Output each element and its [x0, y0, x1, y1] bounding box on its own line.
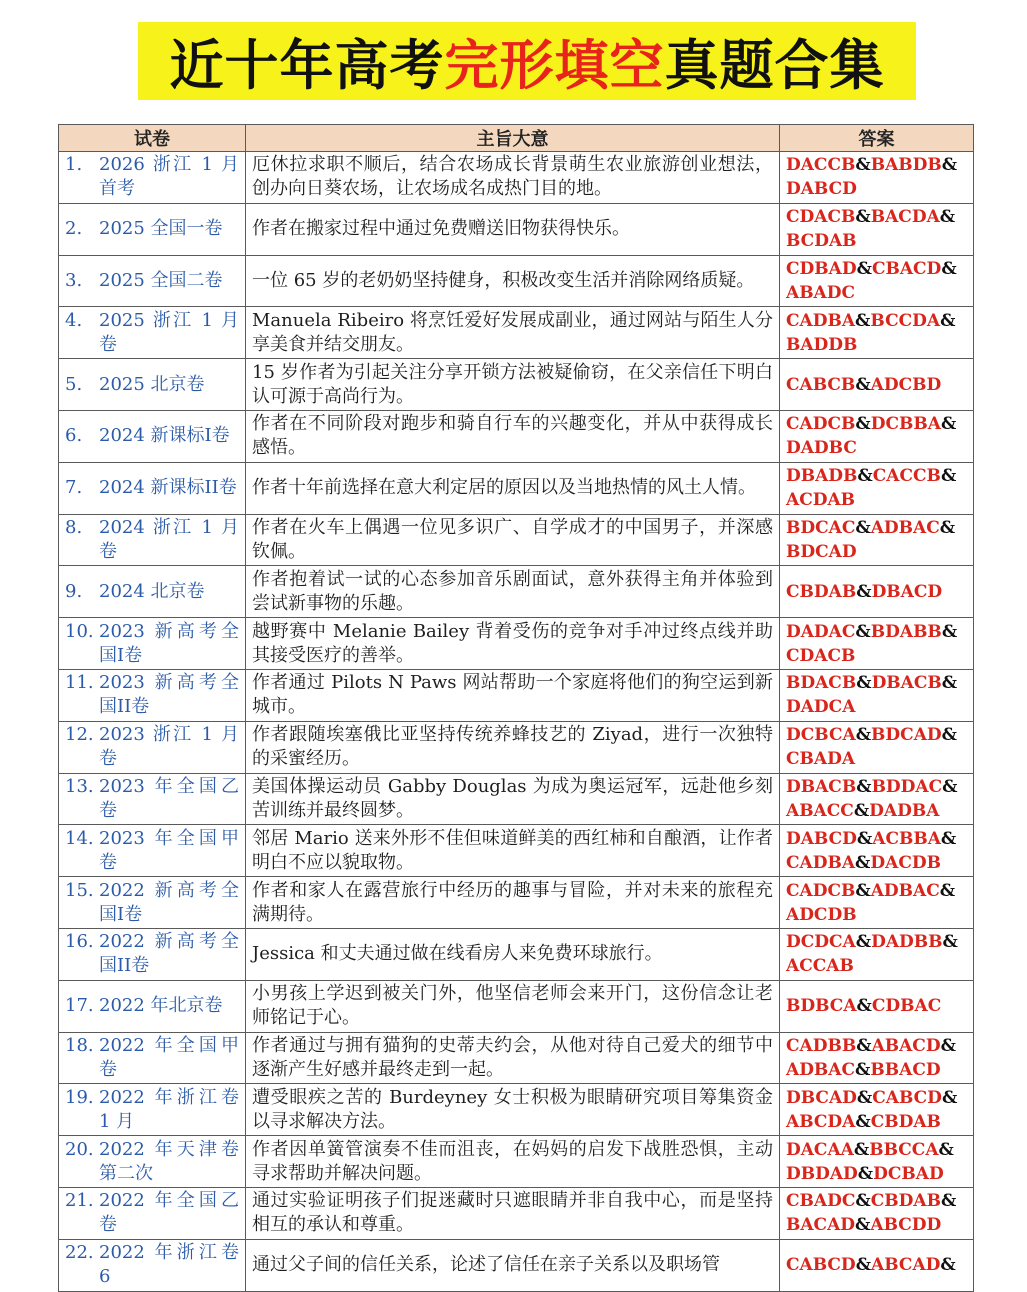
- answer-group: BBACD: [870, 1059, 941, 1080]
- answer-cell: [780, 514, 974, 566]
- answer-cell: [780, 462, 974, 514]
- paper-cell: [59, 1187, 246, 1239]
- answer-separator: &: [938, 1139, 954, 1160]
- answer-separator: &: [855, 207, 871, 228]
- answer-separator: &: [855, 880, 871, 901]
- answer-separator: &: [856, 776, 872, 797]
- answer-separator: &: [940, 414, 957, 435]
- paper-name: 2022 年全国甲卷: [99, 1034, 239, 1080]
- answer-cell: [780, 877, 974, 929]
- answer-separator: &: [941, 621, 958, 642]
- answer-group: CADBB: [786, 1035, 857, 1056]
- paper-name: 2026 浙江 1 月首考: [99, 154, 239, 200]
- row-number: 3.: [65, 269, 83, 291]
- paper-cell: [59, 877, 246, 929]
- answer-group: ADCDB: [786, 904, 857, 925]
- row-number: 13.: [65, 775, 94, 797]
- paper-name: 2022 年天津卷第二次: [99, 1138, 239, 1184]
- answer-separator: &: [855, 1215, 871, 1236]
- table-row: [59, 203, 974, 255]
- answer-group: CABCB: [786, 374, 856, 395]
- answer-cell: [780, 928, 974, 980]
- answer-separator: &: [939, 517, 956, 538]
- answer-group: ACBBA: [872, 828, 941, 849]
- paper-cell: [59, 928, 246, 980]
- table-row: [59, 152, 974, 204]
- answer-separator: &: [940, 310, 956, 331]
- row-number: 4.: [65, 309, 83, 331]
- row-number: 15.: [65, 879, 94, 901]
- row-number: 19.: [65, 1086, 94, 1108]
- table-header-row: [59, 125, 974, 152]
- answer-group: CADCB: [786, 414, 856, 435]
- row-number: 16.: [65, 931, 94, 953]
- answer-group: ADBAC: [870, 880, 940, 901]
- table-row: [59, 1136, 974, 1188]
- row-number: 11.: [65, 672, 94, 694]
- summary-cell: 美国体操运动员 Gabby Douglas 为成为奥运冠军，远赴他乡刻苦训练并最终圆梦。: [246, 773, 780, 825]
- row-number: 9.: [65, 580, 83, 602]
- title-part-1: 近十年高考: [169, 33, 445, 97]
- paper-name: 2023 年全国甲卷: [99, 827, 239, 873]
- answer-separator: &: [855, 621, 871, 642]
- answer-separator: &: [855, 1255, 872, 1276]
- answer-separator: &: [856, 996, 872, 1017]
- table-row: [59, 1032, 974, 1084]
- summary-cell: Manuela Ribeiro 将烹饪爱好发展成副业，通过网站与陌生人分享美食并结交朋友。: [246, 307, 780, 359]
- answer-separator: &: [855, 1191, 871, 1212]
- table-row: [59, 721, 974, 773]
- answer-group: DCBAD: [873, 1163, 944, 1184]
- summary-cell: 作者因单簧管演奏不佳而沮丧，在妈妈的启发下战胜恐惧，主动寻求帮助并解决问题。: [246, 1136, 780, 1188]
- answer-separator: &: [856, 581, 872, 602]
- row-number: 2.: [65, 218, 83, 240]
- paper-cell: [59, 566, 246, 618]
- table-row: [59, 359, 974, 411]
- summary-cell: 作者十年前选择在意大利定居的原因以及当地热情的风土人情。: [246, 462, 780, 514]
- row-number: 12.: [65, 724, 94, 746]
- summary-cell: 一位 65 岁的老奶奶坚持健身，积极改变生活并消除网络质疑。: [246, 255, 780, 307]
- summary-cell: 作者在搬家过程中通过免费赠送旧物获得快乐。: [246, 203, 780, 255]
- answer-separator: &: [942, 776, 958, 797]
- answer-group: ABACC: [786, 800, 854, 821]
- summary-cell: 通过父子间的信任关系，论述了信任在亲子关系以及职场管: [246, 1239, 780, 1291]
- answer-group: BDCAD: [786, 541, 857, 562]
- answer-group: CBDAB: [870, 1191, 941, 1212]
- summary-cell: 15 岁作者为引起关注分享开锁方法被疑偷窃，在父亲信任下明白认可源于高尚行为。: [246, 359, 780, 411]
- paper-cell: [59, 669, 246, 721]
- row-number: 17.: [65, 995, 94, 1017]
- answer-group: CADBA: [786, 852, 856, 873]
- answer-separator: &: [855, 932, 872, 953]
- paper-name: 2024 浙江 1 月卷: [99, 516, 239, 562]
- answer-cell: [780, 1084, 974, 1136]
- answer-group: CABCD: [872, 1087, 942, 1108]
- paper-cell: [59, 980, 246, 1032]
- answer-cell: [780, 618, 974, 670]
- paper-name: 2025 全国一卷: [99, 218, 223, 240]
- answer-group: DADBB: [871, 932, 943, 953]
- paper-name: 2022 新高考全国I卷: [99, 879, 239, 925]
- row-number: 20.: [65, 1138, 94, 1160]
- summary-cell: 遭受眼疾之苦的 Burdeyney 女士积极为眼睛研究项目筹集资金以寻求解决方法。: [246, 1084, 780, 1136]
- answer-group: BDBCA: [786, 996, 857, 1017]
- table-row: [59, 307, 974, 359]
- answer-group: DCDCA: [786, 932, 856, 953]
- answer-group: CADCB: [786, 880, 856, 901]
- answer-group: ABCDA: [786, 1111, 856, 1132]
- answer-separator: &: [941, 673, 958, 694]
- header-answer: 答案: [780, 125, 974, 152]
- answer-group: ADBAC: [870, 517, 940, 538]
- paper-cell: [59, 1084, 246, 1136]
- answer-separator: &: [939, 207, 956, 228]
- answer-cell: [780, 1136, 974, 1188]
- answer-group: BACAD: [786, 1215, 856, 1236]
- answer-separator: &: [940, 1035, 956, 1056]
- answer-cell: [780, 566, 974, 618]
- answer-separator: &: [855, 725, 872, 746]
- paper-cell: [59, 410, 246, 462]
- answer-separator: &: [856, 1087, 873, 1108]
- answer-group: CDACB: [786, 645, 856, 666]
- paper-name: 2023 新高考全国II卷: [99, 672, 239, 718]
- row-number: 18.: [65, 1034, 94, 1056]
- paper-name: 2024 新课标II卷: [99, 477, 237, 499]
- answer-separator: &: [941, 1087, 958, 1108]
- answer-group: ACCAB: [786, 956, 854, 977]
- answer-separator: &: [853, 800, 870, 821]
- summary-cell: 作者通过 Pilots N Paws 网站帮助一个家庭将他们的狗空运到新城市。: [246, 669, 780, 721]
- exam-table: [58, 124, 974, 1292]
- answer-cell: [780, 203, 974, 255]
- answer-cell: [780, 307, 974, 359]
- table-row: [59, 1187, 974, 1239]
- answer-cell: [780, 721, 974, 773]
- paper-name: 2023 浙江 1 月卷: [99, 724, 239, 770]
- paper-cell: [59, 825, 246, 877]
- answer-group: DADCA: [786, 697, 856, 718]
- answer-group: BDABB: [870, 621, 942, 642]
- answer-separator: &: [855, 414, 871, 435]
- paper-name: 2025 浙江 1 月卷: [99, 309, 239, 355]
- answer-separator: &: [856, 1035, 872, 1056]
- table-row: [59, 877, 974, 929]
- answer-separator: &: [855, 1111, 871, 1132]
- answer-group: CBDAB: [870, 1111, 941, 1132]
- answer-separator: &: [855, 155, 871, 176]
- summary-cell: 邻居 Mario 送来外形不佳但味道鲜美的西红柿和自酿酒，让作者明白不应以貌取物。: [246, 825, 780, 877]
- table-row: [59, 980, 974, 1032]
- answer-group: BCCDA: [870, 310, 941, 331]
- answer-separator: &: [855, 1059, 871, 1080]
- table-row: [59, 669, 974, 721]
- answer-group: DADBC: [786, 438, 857, 459]
- paper-name: 2025 全国二卷: [99, 269, 223, 291]
- answer-group: CBADC: [786, 1191, 856, 1212]
- paper-cell: [59, 203, 246, 255]
- answer-group: ABADC: [786, 282, 856, 303]
- answer-group: DBACB: [871, 673, 942, 694]
- answer-cell: [780, 825, 974, 877]
- answer-group: ABCDD: [870, 1215, 942, 1236]
- answer-cell: [780, 410, 974, 462]
- answer-separator: &: [940, 828, 957, 849]
- paper-cell: [59, 773, 246, 825]
- answer-separator: &: [857, 466, 873, 487]
- answer-group: CACCB: [872, 466, 941, 487]
- answer-group: BBCCA: [869, 1139, 939, 1160]
- answer-group: CABCD: [786, 1255, 856, 1276]
- row-number: 7.: [65, 477, 83, 499]
- row-number: 6.: [65, 425, 83, 447]
- answer-cell: [780, 255, 974, 307]
- answer-separator: &: [855, 374, 871, 395]
- answer-cell: [780, 1032, 974, 1084]
- paper-cell: [59, 721, 246, 773]
- summary-cell: Jessica 和丈夫通过做在线看房人来免费环球旅行。: [246, 928, 780, 980]
- summary-cell: 作者抱着试一试的心态参加音乐剧面试，意外获得主角并体验到尝试新事物的乐趣。: [246, 566, 780, 618]
- summary-cell: 作者在不同阶段对跑步和骑自行车的兴趣变化，并从中获得成长感悟。: [246, 410, 780, 462]
- paper-cell: [59, 255, 246, 307]
- answer-separator: &: [857, 1163, 874, 1184]
- answer-group: DADBA: [869, 800, 940, 821]
- answer-separator: &: [856, 258, 872, 279]
- paper-name: 2024 新课标I卷: [99, 425, 230, 447]
- answer-separator: &: [939, 880, 956, 901]
- header-summary: 主旨大意: [246, 125, 780, 152]
- paper-cell: [59, 1239, 246, 1291]
- table-body: [59, 152, 974, 1292]
- row-number: 10.: [65, 620, 94, 642]
- answer-cell: [780, 1187, 974, 1239]
- paper-name: 2022 年浙江卷 6: [99, 1242, 239, 1288]
- title-part-3: 真题合集: [664, 33, 885, 97]
- paper-cell: [59, 618, 246, 670]
- answer-group: BDACB: [786, 673, 857, 694]
- answer-group: BDCAD: [871, 725, 942, 746]
- paper-cell: [59, 462, 246, 514]
- table-row: [59, 462, 974, 514]
- table-row: [59, 1239, 974, 1291]
- summary-cell: 作者跟随埃塞俄比亚坚持传统养蜂技艺的 Ziyad，进行一次独特的采蜜经历。: [246, 721, 780, 773]
- table-row: [59, 566, 974, 618]
- answer-group: CADBA: [786, 310, 856, 331]
- table-row: [59, 1084, 974, 1136]
- answer-group: DBACB: [786, 776, 857, 797]
- paper-cell: [59, 359, 246, 411]
- answer-group: BCDAB: [786, 231, 857, 252]
- answer-group: CBADA: [786, 749, 856, 770]
- answer-group: BADDB: [786, 334, 858, 355]
- paper-name: 2023 新高考全国I卷: [99, 620, 239, 666]
- paper-cell: [59, 514, 246, 566]
- paper-cell: [59, 1032, 246, 1084]
- answer-group: ADBAC: [786, 1059, 856, 1080]
- answer-group: ACDAB: [786, 490, 856, 511]
- summary-cell: 越野赛中 Melanie Bailey 背着受伤的竞争对手冲过终点线并助其接受医疗的善举。: [246, 618, 780, 670]
- answer-group: DABCD: [786, 828, 857, 849]
- answer-separator: &: [941, 258, 957, 279]
- row-number: 8.: [65, 516, 83, 538]
- paper-cell: [59, 152, 246, 204]
- answer-group: BACDA: [870, 207, 940, 228]
- table-row: [59, 773, 974, 825]
- table-row: [59, 928, 974, 980]
- answer-group: DABCD: [786, 179, 857, 200]
- title-banner: [138, 22, 916, 100]
- answer-cell: [780, 1239, 974, 1291]
- paper-name: 2022 年全国乙卷: [99, 1190, 239, 1236]
- summary-cell: 作者通过与拥有猫狗的史蒂夫约会，从他对待自己爱犬的细节中逐渐产生好感并最终走到一起。: [246, 1032, 780, 1084]
- paper-name: 2022 新高考全国II卷: [99, 931, 239, 977]
- answer-group: CDBAD: [786, 258, 857, 279]
- answer-separator: &: [941, 155, 958, 176]
- table-row: [59, 825, 974, 877]
- answer-separator: &: [853, 1139, 870, 1160]
- answer-group: DCBCA: [786, 725, 856, 746]
- answer-cell: [780, 152, 974, 204]
- title-part-highlight: 完形填空: [444, 33, 665, 97]
- answer-group: DADAC: [786, 621, 856, 642]
- answer-group: ABACD: [871, 1035, 941, 1056]
- answer-group: CBDAB: [786, 581, 857, 602]
- answer-group: DACAA: [786, 1139, 854, 1160]
- summary-cell: 厄休拉求职不顺后，结合农场成长背景萌生农业旅游创业想法，创办向日葵农场，让农场成名成热门目的地。: [246, 152, 780, 204]
- answer-group: BABDB: [870, 155, 942, 176]
- answer-group: CBACD: [871, 258, 942, 279]
- answer-group: DACCB: [786, 155, 856, 176]
- row-number: 14.: [65, 827, 94, 849]
- table-row: [59, 514, 974, 566]
- answer-separator: &: [940, 466, 957, 487]
- answer-cell: [780, 980, 974, 1032]
- row-number: 22.: [65, 1242, 94, 1264]
- paper-name: 2023 年全国乙卷: [99, 775, 239, 821]
- answer-group: DBCAD: [786, 1087, 857, 1108]
- answer-group: ABCAD: [871, 1255, 941, 1276]
- paper-name: 2022 年浙江卷 1 月: [99, 1086, 239, 1132]
- answer-group: DCBBA: [870, 414, 941, 435]
- paper-cell: [59, 307, 246, 359]
- answer-group: CDACB: [786, 207, 856, 228]
- header-paper: 试卷: [59, 125, 246, 152]
- answer-separator: &: [855, 310, 871, 331]
- answer-group: DBACD: [871, 581, 943, 602]
- answer-separator: &: [940, 1255, 956, 1276]
- answer-group: CDBAC: [871, 996, 942, 1017]
- answer-separator: &: [856, 673, 872, 694]
- answer-separator: &: [856, 828, 873, 849]
- answer-separator: &: [855, 852, 871, 873]
- answer-separator: &: [940, 1191, 957, 1212]
- row-number: 21.: [65, 1190, 94, 1212]
- answer-group: DACDB: [870, 852, 941, 873]
- paper-name: 2024 北京卷: [99, 580, 205, 602]
- answer-group: BDCAC: [786, 517, 856, 538]
- table-row: [59, 255, 974, 307]
- answer-group: BDDAC: [871, 776, 943, 797]
- summary-cell: 通过实验证明孩子们捉迷藏时只遮眼睛并非自我中心，而是坚持相互的承认和尊重。: [246, 1187, 780, 1239]
- table-row: [59, 618, 974, 670]
- answer-cell: [780, 669, 974, 721]
- answer-separator: &: [941, 725, 957, 746]
- summary-cell: 作者在火车上偶遇一位见多识广、自学成才的中国男子，并深感钦佩。: [246, 514, 780, 566]
- paper-name: 2025 北京卷: [99, 373, 205, 395]
- summary-cell: 作者和家人在露营旅行中经历的趣事与冒险，并对未来的旅程充满期待。: [246, 877, 780, 929]
- answer-cell: [780, 773, 974, 825]
- table-row: [59, 410, 974, 462]
- answer-group: DBADB: [786, 466, 858, 487]
- paper-name: 2022 年北京卷: [99, 995, 223, 1017]
- row-number: 5.: [65, 373, 83, 395]
- paper-cell: [59, 1136, 246, 1188]
- answer-separator: &: [855, 517, 871, 538]
- row-number: 1.: [65, 154, 83, 176]
- answer-separator: &: [942, 932, 958, 953]
- answer-group: DBDAD: [786, 1163, 858, 1184]
- answer-group: ADCBD: [870, 374, 942, 395]
- summary-cell: 小男孩上学迟到被关门外，他坚信老师会来开门，这份信念让老师铭记于心。: [246, 980, 780, 1032]
- answer-cell: [780, 359, 974, 411]
